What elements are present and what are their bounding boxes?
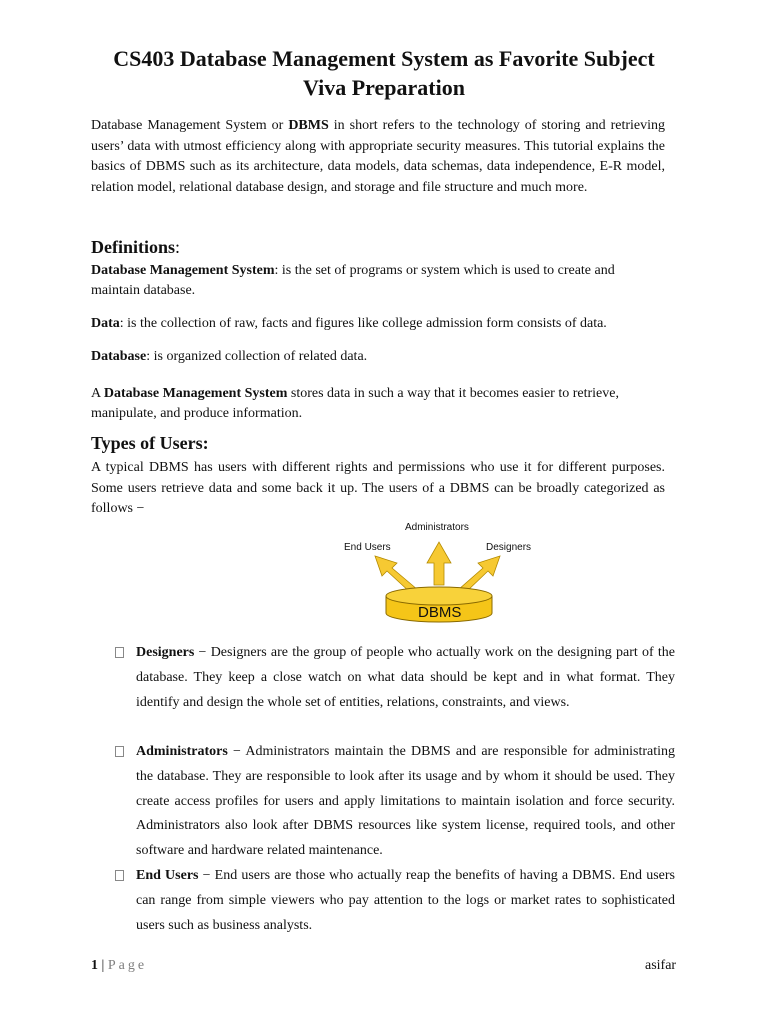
diagram-label-end-users: End Users (344, 542, 391, 553)
bullet-dash: − (227, 744, 246, 759)
arrow-up-icon (427, 542, 451, 585)
diagram-label-administrators: Administrators (405, 522, 469, 533)
dbms-statement-bold: Database Management System (103, 386, 288, 401)
bullet-box-icon (115, 870, 124, 881)
page-word: Page (107, 958, 148, 973)
page-number: 1 (91, 958, 98, 973)
title-line-2: Viva Preparation (303, 75, 465, 100)
dbms-users-diagram (330, 516, 550, 628)
intro-paragraph (91, 116, 665, 198)
definitions-heading (91, 237, 180, 258)
page-footer-number (91, 958, 147, 974)
page-separator: | (98, 958, 108, 973)
bullet-term: Designers (136, 645, 195, 660)
bullet-text (136, 641, 675, 715)
intro-text-post: in short refers to the technology of storing and retrieving users’ data with utmost efficiency along with appropriate security measures. This tutorial explains the basics of DBMS such as its architecture, data models, data schemas, data independence, E-R model, relation model, relational database design, and storage and file structure and much more. (91, 118, 665, 195)
document-title (60, 44, 708, 102)
definition-dbms (91, 261, 656, 301)
users-intro-paragraph: A typical DBMS has users with different rights and permissions who use it for different purposes. Some users retrieve data and some back it up. The users of a DBMS can be broadly categorized as follows − (91, 460, 665, 516)
definitions-heading-text: Definitions (91, 237, 176, 257)
dbms-cylinder (386, 587, 492, 622)
diagram-label-designers: Designers (486, 542, 532, 553)
list-item-designers (115, 641, 675, 715)
definition-term: Database (91, 349, 147, 364)
definition-term: Database Management System (91, 263, 275, 278)
list-item-administrators (115, 740, 675, 864)
definition-text: : is organized collection of related data. (146, 349, 368, 364)
types-of-users-heading: Types of Users: (91, 433, 209, 453)
bullet-description: End users are those who actually reap the benefits of having a DBMS. End users can range from simple viewers who pay attention to the logs or market rates to sophisticated users such as business analysts. (136, 868, 675, 933)
bullet-dash: − (198, 868, 215, 883)
definition-database (91, 347, 656, 367)
definition-text: : is the set of programs or system which is used to create and maintain database. (91, 263, 615, 298)
diagram-svg (330, 516, 550, 628)
diagram-label-dbms: DBMS (418, 604, 462, 621)
bullet-text (136, 740, 675, 864)
list-item-end-users (115, 864, 675, 938)
intro-bold-dbms: DBMS (288, 118, 329, 133)
dbms-statement (91, 384, 656, 424)
bullet-term: Administrators (136, 744, 228, 759)
bullet-term: End Users (136, 868, 199, 883)
definition-term: Data (91, 316, 120, 331)
definition-text: : is the collection of raw, facts and figures like college admission form consists of data. (119, 316, 607, 331)
bullet-box-icon (115, 746, 124, 757)
definition-data (91, 314, 656, 334)
bullet-box-icon (115, 647, 124, 658)
intro-text-pre: Database Management System or (91, 118, 289, 133)
title-line-1: CS403 Database Management System as Favorite Subject (113, 46, 655, 71)
bullet-description: Administrators maintain the DBMS and are responsible for administrating the database. They are responsible to look after its usage and by whom it should be used. They create access profiles for users and apply limitations to maintain isolation and force security. Administrators also look after DBMS resources like system license, required tools, and other software and hardware related maintenance. (136, 744, 676, 859)
definitions-heading-colon: : (175, 237, 181, 257)
dbms-statement-pre: A (91, 386, 104, 401)
bullet-description: Designers are the group of people who actually work on the designing part of the database. They keep a close watch on what data should be kept and in what format. They identify and design the whole set of entities, relations, constraints, and views. (136, 645, 675, 710)
bullet-text (136, 864, 675, 938)
page-footer-author: asifar (645, 958, 677, 973)
bullet-dash: − (194, 645, 211, 660)
dbms-statement-post: stores data in such a way that it becomes easier to retrieve, manipulate, and produce information. (91, 386, 619, 421)
